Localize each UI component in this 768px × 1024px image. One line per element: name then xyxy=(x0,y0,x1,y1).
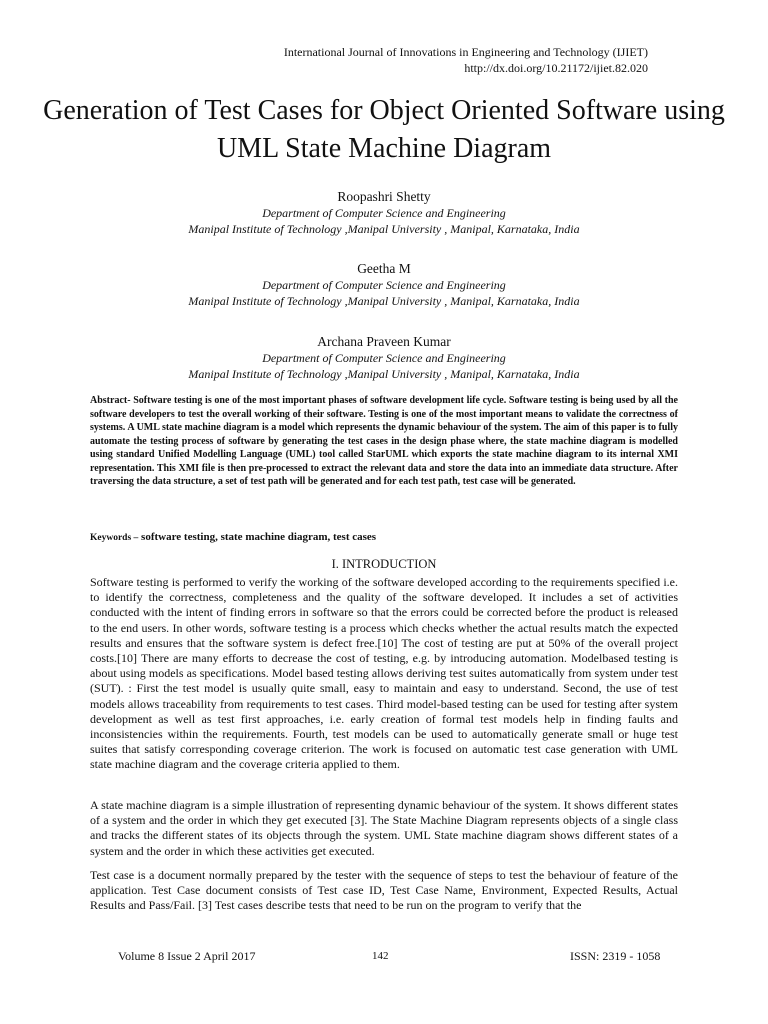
section-title: NTRODUCTION xyxy=(346,557,437,571)
keywords-label: Keywords – xyxy=(90,533,139,543)
author-department: Department of Computer Science and Engineering xyxy=(262,351,506,365)
footer-volume: Volume 8 Issue 2 April 2017 xyxy=(118,949,256,963)
body-paragraph: A state machine diagram is a simple illustration of representing dynamic behaviour of the system. It shows different states of a system and the order in which they get executed [3]. The State Machine Diagram represents objects of a single class and tracks the different states of its objects through the system. UML State machine diagram shows different states of a system and the order in which these activities get executed. xyxy=(90,798,678,858)
author-name: Archana Praveen Kumar xyxy=(317,334,451,349)
keywords xyxy=(90,530,376,545)
author-department: Department of Computer Science and Engineering xyxy=(262,278,506,292)
footer-issn: ISSN: 2319 - 1058 xyxy=(570,949,661,963)
journal-doi: http://dx.doi.org/10.21172/ijiet.82.020 xyxy=(464,61,648,75)
author-institution: Manipal Institute of Technology ,Manipal University , Manipal, Karnataka, India xyxy=(188,222,580,236)
keywords-text: software testing, state machine diagram, test cases xyxy=(138,531,377,543)
author-institution: Manipal Institute of Technology ,Manipal University , Manipal, Karnataka, India xyxy=(188,367,580,381)
journal-name: International Journal of Innovations in Engineering and Technology (IJIET) xyxy=(283,45,648,59)
author-name: Geetha M xyxy=(357,261,411,276)
author-name: Roopashri Shetty xyxy=(337,189,431,204)
author-department: Department of Computer Science and Engineering xyxy=(262,206,506,220)
abstract: Abstract- Software testing is one of the most important phases of software development life cycle. Software testing is being used by all the software developers to test the overall working of their software. Testing is one of the most important means to validate the correctness of systems. A UML state machine diagram is a model which represents the dynamic behaviour of the system. The aim of this paper is to fully automate the testing process of software by generating the test cases in the design phase where, the state machine diagram is modelled using standard Unified Modelling Language (UML) tool called StarUML which exports the state machine diagram to its internal XMI representation. This XMI file is then pre-processed to extract the relevant data and store the data into an immediate data structure. After traversing the data structure, a set of test path will be generated and for each test path, test case will be generated. xyxy=(90,395,678,487)
body-paragraph: Software testing is performed to verify the working of the software developed according to the requirements specified i.e. to identify the correctness, completeness and the quality of the software developed. It includes a set of activities conducted with the intent of finding errors in software so that the errors could be corrected before the product is released to the end users. In other words, software testing is a process which checks whether the actual results match the expected results and ensures that the software system is defect free.[10] The cost of testing are put at 50% of the overall project costs.[10] There are many efforts to decrease the cost of testing, e.g. by introducing automation. Modelbased testing is about using models as specifications. Model based testing allows deriving test suites automatically from system under test (SUT). : First the test model is usually quite small, easy to maintain and easy to understand. Second, the use of test models allows traceability from requirements to test cases. Third model-based testing can be used for testing after system development as well as test first approaches, i.e. early creation of formal test models help in finding faults and inconsistencies within the requirements. Fourth, test models can be used to automatically generate small or huge test suites that satisfy corresponding coverage criterion. The work is focused on automatic test case generation with UML state machine diagram and the coverage criteria applied to them. xyxy=(90,575,678,772)
author-block xyxy=(60,188,708,237)
journal-header xyxy=(284,44,648,76)
paper-title: Generation of Test Cases for Object Oriented Software using UML State Machine Diagram xyxy=(43,95,725,164)
body-paragraph: Test case is a document normally prepared by the tester with the sequence of steps to test the behaviour of feature of the application. Test Case document consists of Test case ID, Test Case Name, Environment, Expected Results, Actual Results and Pass/Fail. [3] Test cases describe tests that need to be run on the program to verify that the xyxy=(90,868,678,913)
author-block xyxy=(60,333,708,382)
section-heading xyxy=(90,556,678,572)
author-block xyxy=(60,260,708,309)
author-institution: Manipal Institute of Technology ,Manipal University , Manipal, Karnataka, India xyxy=(188,294,580,308)
footer-page-number: 142 xyxy=(372,950,389,962)
section-number: I. I xyxy=(331,557,347,571)
